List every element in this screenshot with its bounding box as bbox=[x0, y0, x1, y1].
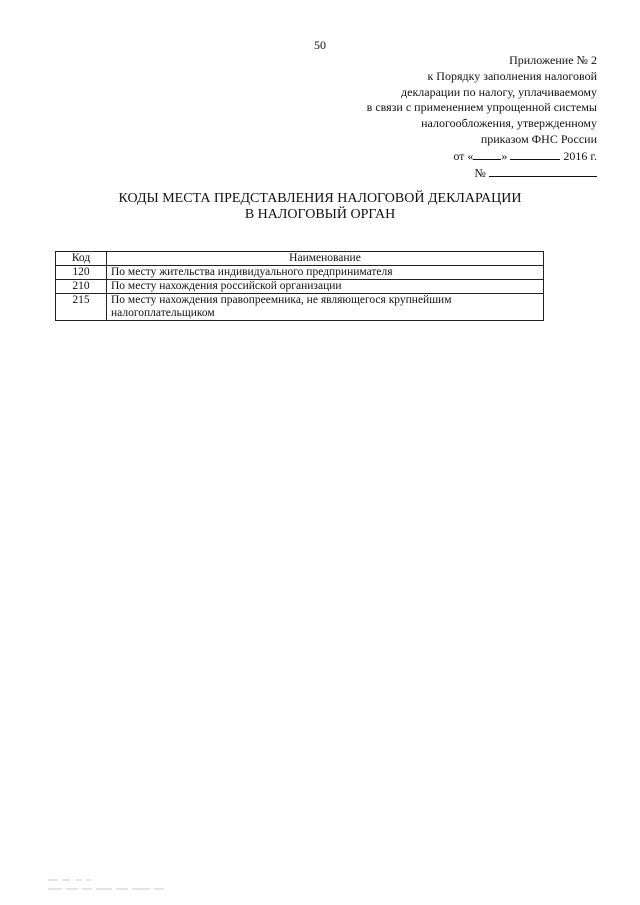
appendix-line: Приложение № 2 bbox=[509, 53, 597, 67]
appendix-line: к Порядку заполнения налоговой bbox=[427, 68, 597, 83]
header-name: Наименование bbox=[107, 252, 544, 266]
number-prefix: № bbox=[474, 165, 486, 180]
page-number: 50 bbox=[314, 38, 326, 52]
table-row bbox=[56, 294, 544, 321]
table-header-row bbox=[56, 252, 544, 266]
appendix-block bbox=[367, 53, 597, 181]
appendix-date-line bbox=[367, 148, 597, 165]
header-code: Код bbox=[56, 252, 107, 266]
month-blank bbox=[510, 148, 560, 160]
code-cell: 210 bbox=[56, 280, 107, 294]
name-cell: По месту нахождения правопреемника, не являющегося крупнейшим налогоплательщиком bbox=[107, 294, 544, 321]
title-line: В НАЛОГОВЫЙ ОРГАН bbox=[244, 207, 396, 222]
date-year: 2016 г. bbox=[563, 148, 597, 163]
date-mid: » bbox=[501, 148, 508, 163]
appendix-line: в связи с применением упрощенной системы bbox=[366, 100, 597, 115]
appendix-line: декларации по налогу, уплачиваемому bbox=[401, 84, 597, 99]
appendix-line: приказом ФНС России bbox=[480, 131, 597, 146]
faint-stamp-graphic bbox=[46, 876, 186, 896]
appendix-line: налогообложения, утвержденному bbox=[421, 116, 597, 131]
date-prefix: от « bbox=[453, 148, 474, 163]
number-blank bbox=[489, 165, 597, 177]
appendix-number-line bbox=[367, 165, 597, 182]
code-cell: 120 bbox=[56, 266, 107, 280]
name-cell: По месту жительства индивидуального предпринимателя bbox=[107, 266, 544, 280]
code-cell: 215 bbox=[56, 294, 107, 321]
codes-table bbox=[55, 251, 544, 321]
day-blank bbox=[473, 148, 501, 160]
table-row bbox=[56, 280, 544, 294]
table-row bbox=[56, 266, 544, 280]
document-title bbox=[0, 191, 640, 223]
scan-stamp-mark bbox=[46, 876, 186, 899]
name-cell: По месту нахождения российской организации bbox=[107, 280, 544, 294]
title-line: КОДЫ МЕСТА ПРЕДСТАВЛЕНИЯ НАЛОГОВОЙ ДЕКЛАРАЦИИ bbox=[118, 191, 522, 206]
